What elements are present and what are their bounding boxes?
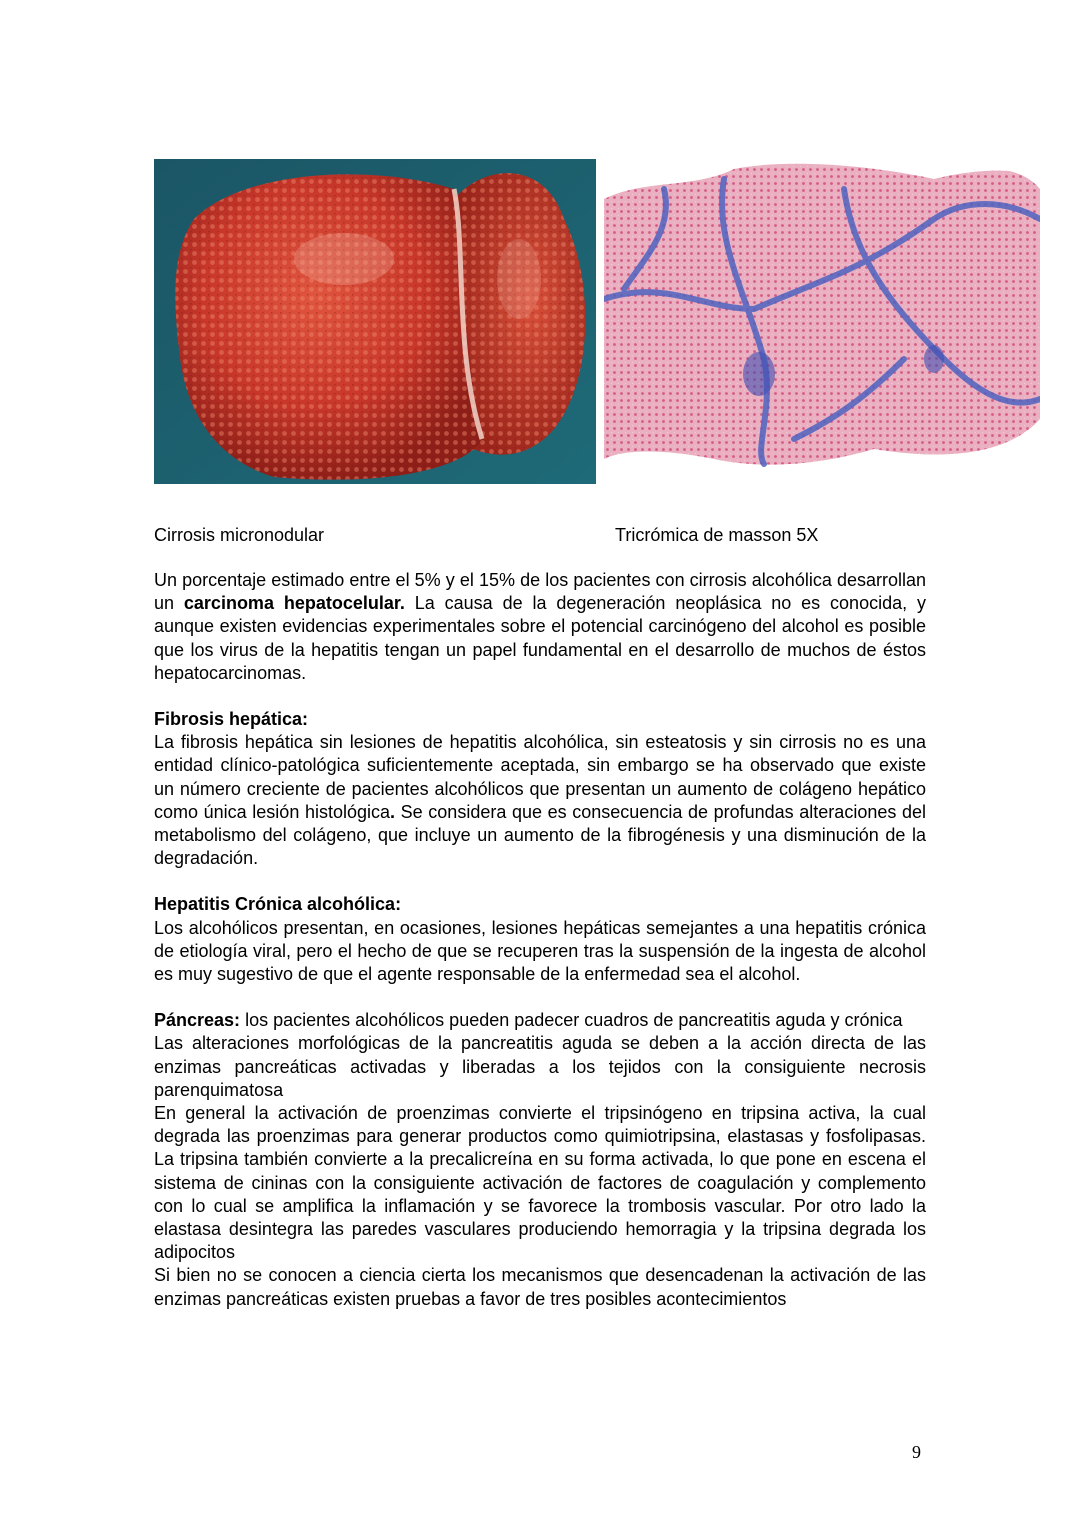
body-text <box>154 569 926 1311</box>
pancreas-paragraph-2: En general la activación de proenzimas convierte el tripsinógeno en tripsina activa, la cual degrada las proenzimas para generar productos como quimiotripsina, elastasas y fosfolipasas. La tripsina también convierte a la precalicreína en su forma activada, lo que pone en escena el sistema de cininas con la consiguiente activación de factores de coagulación y complemento con lo cual se amplifica la inflamación y se favorece la trombosis vascular. Por otro lado la elastasa desintegra las paredes vasculares produciendo hemorragia y la tripsina degrada los adipocitos <box>154 1103 926 1263</box>
carcinoma-paragraph <box>154 569 926 685</box>
pancreas-paragraph-3: Si bien no se conocen a ciencia cierta los mecanismos que desencadenan la activación de las enzimas pancreáticas existen pruebas a favor de tres posibles acontecimientos <box>154 1265 926 1309</box>
page-number: 9 <box>912 1442 921 1462</box>
pancreas-heading: Páncreas: <box>154 1010 241 1031</box>
fibrosis-paragraph: La fibrosis hepática sin lesiones de hepatitis alcohólica, sin esteatosis y sin cirrosis no es una entidad clínico-patológica suficientemente aceptada, sin embargo se ha observado que existe un número creciente de pacientes alcohólicos que presentan un aumento de colágeno hepático como única lesión histológica. Se considera que es consecuencia de profundas alteraciones del metabolismo del colágeno, que incluye un aumento de la fibrogénesis y una disminución de la degradación. <box>154 732 926 869</box>
hepatitis-heading: Hepatitis Crónica alcohólica: <box>154 894 402 915</box>
carcinoma-text-2: La causa de la degeneración neoplásica no es conocida, y aunque existen evidencias experimentales sobre el potencial carcinógeno del alcohol es posible que los virus de la hepatitis tengan un papel fundamental en el desarrollo de muchos de éstos hepatocarcinomas. <box>154 593 926 683</box>
pancreas-intro: Páncreas: los pacientes alcohólicos pueden padecer cuadros de pancreatitis aguda y crónica <box>154 1010 903 1031</box>
figure-caption-right: Tricrómica de masson 5X <box>615 525 819 545</box>
hepatitis-paragraph: Los alcohólicos presentan, en ocasiones, lesiones hepáticas semejantes a una hepatitis crónica de etiología viral, pero el hecho de que se recuperen tras la suspensión de la ingesta de alcohol es muy sugestivo de que el agente responsable de la enfermedad sea el alcohol. <box>154 917 926 985</box>
pancreas-paragraph-1: Las alteraciones morfológicas de la pancreatitis aguda se deben a la acción directa de las enzimas pancreáticas activadas y liberadas a los tejidos con la consiguiente necrosis parenquimatosa <box>154 1033 926 1100</box>
fibrosis-heading: Fibrosis hepática: <box>154 709 309 730</box>
masson-trichrome-micrograph <box>604 159 1040 470</box>
carcinoma-text-1: Un porcentaje estimado entre el 5% y el 15% de los pacientes con cirrosis alcohólica desarrollan un <box>154 570 926 614</box>
carcinoma-term: carcinoma hepatocelular. <box>183 593 405 614</box>
figure-caption-left: Cirrosis micronodular <box>154 525 325 545</box>
liver-cirrhosis-photo <box>154 159 596 484</box>
